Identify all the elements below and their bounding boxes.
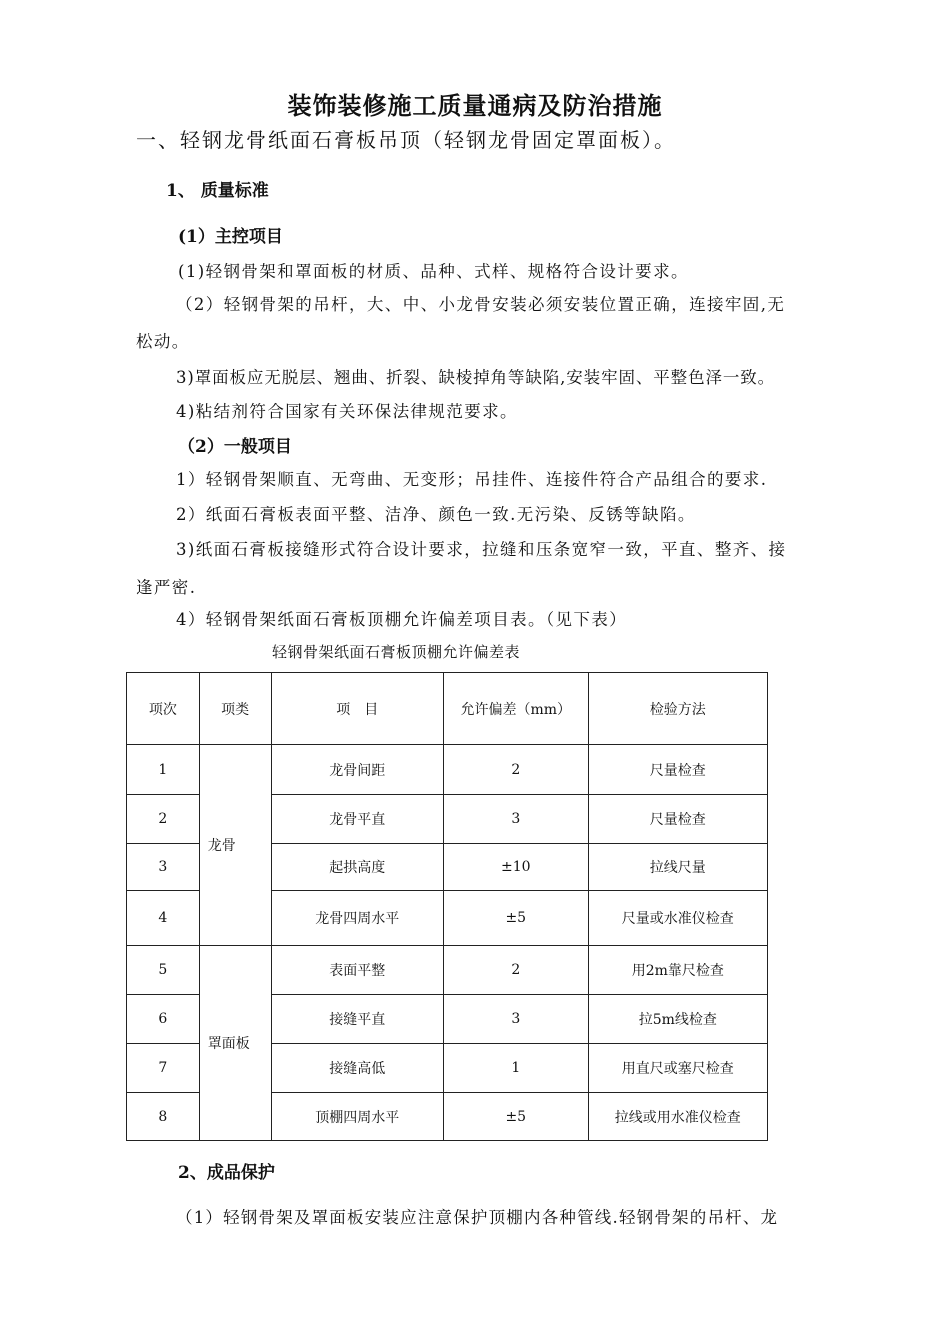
row-no: 8 [127,1093,200,1141]
row-no: 5 [127,946,200,995]
row-deviation: 2 [443,946,588,995]
row-deviation: 3 [443,995,588,1044]
row-no: 6 [127,995,200,1044]
row-deviation: 1 [443,1044,588,1093]
page-title: 装饰装修施工质量通病及防治措施 [287,91,663,120]
row-no: 3 [127,844,200,891]
general-item-2: 2）纸面石膏板表面平整、洁净、颜色一致.无污染、反锈等缺陷。 [176,505,696,524]
general-item-1: 1）轻钢骨架顺直、无弯曲、无变形；吊挂件、连接件符合产品组合的要求. [176,470,768,489]
row-method: 拉5m线检查 [588,995,767,1044]
row-deviation: 3 [443,795,588,844]
row-no: 1 [127,745,200,795]
row-deviation: 2 [443,745,588,795]
header-item: 项 目 [271,673,443,745]
category-panel: 罩面板 [199,946,271,1141]
row-item: 龙骨平直 [271,795,443,844]
general-item-3-cont: 逢严密. [136,578,197,597]
row-item: 龙骨四周水平 [271,891,443,946]
row-item: 龙骨间距 [271,745,443,795]
row-no: 7 [127,1044,200,1093]
general-heading: （2）一般项目 [178,437,292,457]
section-heading-1: 一、轻钢龙骨纸面石膏板吊顶（轻钢龙骨固定罩面板）。 [136,128,676,152]
table-row [127,745,768,795]
row-deviation: ±5 [443,891,588,946]
general-item-3: 3)纸面石膏板接缝形式符合设计要求，拉缝和压条宽窄一致，平直、整齐、接 [176,540,787,559]
main-item-2-cont: 松动。 [136,332,190,351]
header-no: 项次 [127,673,200,745]
row-no: 2 [127,795,200,844]
main-item-4: 4)粘结剂符合国家有关环保法律规范要求。 [176,402,518,421]
row-method: 尺量检查 [588,745,767,795]
general-item-4: 4）轻钢骨架纸面石膏板顶棚允许偏差项目表。（见下表） [176,610,628,629]
header-category: 项类 [199,673,271,745]
row-no: 4 [127,891,200,946]
subsection-quality-standard: 1、 质量标准 [166,181,269,201]
table-header-row [127,673,768,745]
row-item: 起拱高度 [271,844,443,891]
row-method: 尺量检查 [588,795,767,844]
protection-item-1: （1）轻钢骨架及罩面板安装应注意保护顶棚内各种管线.轻钢骨架的吊杆、龙 [176,1208,779,1227]
row-method: 用2m靠尺检查 [588,946,767,995]
row-deviation: ±5 [443,1093,588,1141]
row-method: 拉线或用水准仪检查 [588,1093,767,1141]
row-method: 用直尺或塞尺检查 [588,1044,767,1093]
main-item-2: （2）轻钢骨架的吊杆，大、中、小龙骨安装必须安装位置正确，连接牢固,无 [176,295,786,314]
table-caption: 轻钢骨架纸面石膏板顶棚允许偏差表 [272,643,521,661]
row-method: 拉线尺量 [588,844,767,891]
deviation-table [126,672,768,1141]
category-keel: 龙骨 [199,745,271,946]
row-method: 尺量或水准仪检查 [588,891,767,946]
main-item-1: (1)轻钢骨架和罩面板的材质、品种、式样、规格符合设计要求。 [178,262,689,281]
row-item: 接缝高低 [271,1044,443,1093]
row-item: 顶棚四周水平 [271,1093,443,1141]
row-item: 表面平整 [271,946,443,995]
row-deviation: ±10 [443,844,588,891]
subsection-product-protection: 2、成品保护 [178,1163,275,1183]
row-item: 接缝平直 [271,995,443,1044]
main-control-heading: (1）主控项目 [178,227,283,247]
table-row [127,946,768,995]
header-method: 检验方法 [588,673,767,745]
header-deviation: 允许偏差（mm） [443,673,588,745]
main-item-3: 3)罩面板应无脱层、翘曲、折裂、缺棱掉角等缺陷,安装牢固、平整色泽一致。 [176,368,776,387]
